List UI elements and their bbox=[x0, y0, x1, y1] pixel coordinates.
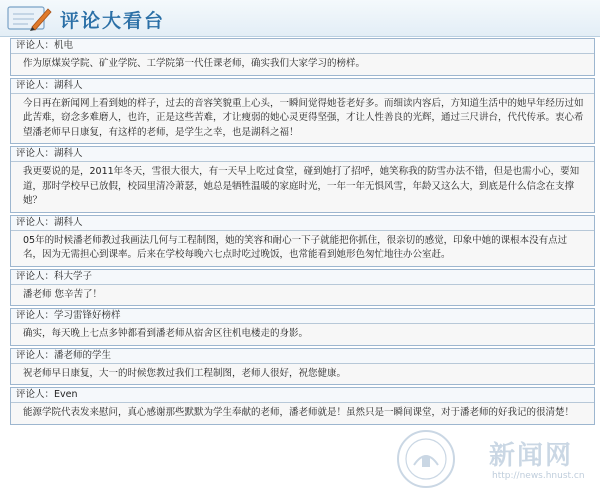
comment-item bbox=[10, 308, 595, 346]
comment-author: 评论人：湖科人 bbox=[11, 216, 594, 231]
page-header bbox=[0, 0, 600, 37]
watermark-text: 新闻网 bbox=[489, 441, 574, 471]
comment-author: 评论人：Even bbox=[11, 388, 594, 403]
comment-item bbox=[10, 38, 595, 76]
comment-text: 能源学院代表发来慰问，真心感谢那些默默为学生奉献的老师，潘老师就是！虽然只是一瞬间课堂，对于潘老师的好我记的很清楚！ bbox=[11, 403, 594, 424]
comment-text: 我更要说的是，2011年冬天，雪很大很大，有一天早上吃过食堂，碰到她打了招呼，她笑称我的防雪办法不错，但是也需小心，要知道，那时学校早已放假，校园里清冷萧瑟，她总是牺牲温暖的家庭时光，一年一年无惧风雪，年龄又这么大，到底是什么信念在支撑她？ bbox=[11, 162, 594, 212]
comment-author: 评论人：机电 bbox=[11, 39, 594, 54]
site-watermark bbox=[394, 427, 594, 491]
comment-author: 评论人：科大学子 bbox=[11, 270, 594, 285]
university-seal-icon bbox=[394, 427, 458, 491]
pen-and-paper-icon bbox=[4, 3, 52, 33]
comment-item bbox=[10, 146, 595, 213]
comment-text: 05年的时候潘老师教过我画法几何与工程制图，她的笑容和耐心一下子就能把你抓住，很亲切的感觉，印象中她的课根本没有点过名，因为无需担心到课率。后来在学校每晚六七点时吃过晚饭，也常能看到她形色匆忙地往办公室赶。 bbox=[11, 231, 594, 266]
comment-text: 潘老师 您辛苦了！ bbox=[11, 285, 594, 306]
comment-list bbox=[10, 38, 595, 427]
watermark-url: http://news.hnust.cn bbox=[492, 471, 585, 481]
comment-item bbox=[10, 348, 595, 386]
comment-item bbox=[10, 78, 595, 145]
comment-item bbox=[10, 269, 595, 307]
comment-text: 今日再在新闻网上看到她的样子，过去的音容笑貌重上心头，一瞬间觉得她苍老好多。而细读内容后，方知道生活中的她早年经历过如此苦难，窃念多难磨人，也许，正是这些苦难，才让瘦弱的她心灵更得坚强，才让人性善良的光辉，通过三尺讲台，代代传承。衷心希望潘老师早日康复，有这样的老师，是学生之幸，也是湖科之福！ bbox=[11, 94, 594, 144]
comment-author: 评论人：学习雷锋好榜样 bbox=[11, 309, 594, 324]
comment-text: 确实，每天晚上七点多钟都看到潘老师从宿舍区往机电楼走的身影。 bbox=[11, 324, 594, 345]
comment-author: 评论人：湖科人 bbox=[11, 147, 594, 162]
comment-item bbox=[10, 387, 595, 425]
page-title: 评论大看台 bbox=[60, 10, 166, 32]
comment-text: 作为原煤炭学院、矿业学院、工学院第一代任课老师，确实我们大家学习的榜样。 bbox=[11, 54, 594, 75]
comment-item bbox=[10, 215, 595, 267]
comment-author: 评论人：湖科人 bbox=[11, 79, 594, 94]
comment-author: 评论人：潘老师的学生 bbox=[11, 349, 594, 364]
comment-text: 祝老师早日康复，大一的时候您教过我们工程制图，老师人很好，祝您健康。 bbox=[11, 364, 594, 385]
